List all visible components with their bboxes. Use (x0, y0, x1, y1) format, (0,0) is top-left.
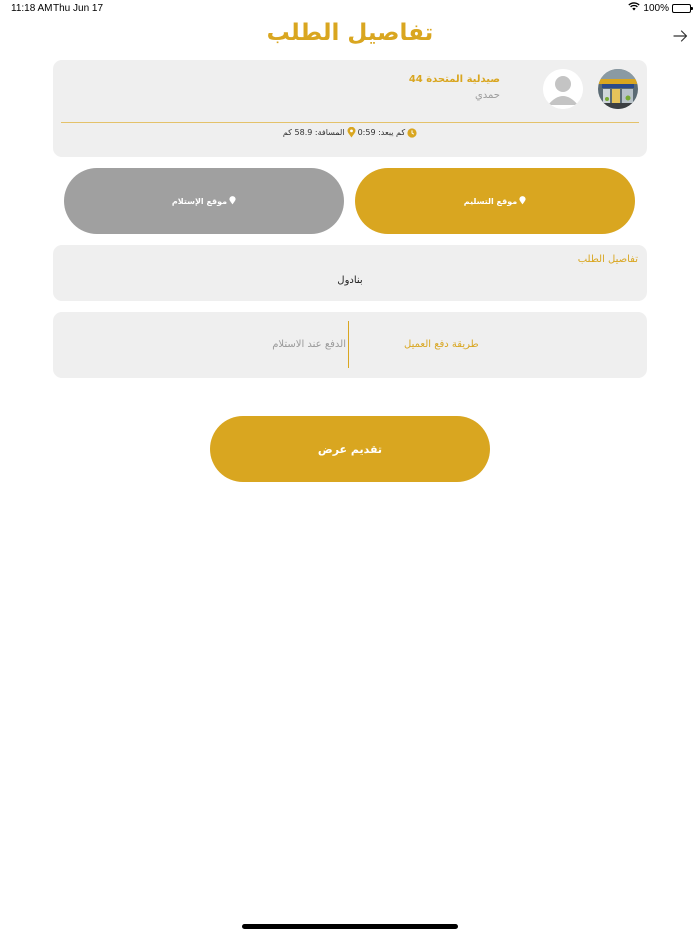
pickup-location-button[interactable] (64, 168, 344, 234)
payment-divider (348, 321, 349, 368)
payment-method-value: الدفع عند الاستلام (272, 339, 346, 350)
page-title: تفاصيل الطلب (266, 20, 434, 46)
home-indicator (242, 924, 458, 929)
delivery-location-button[interactable] (355, 168, 635, 234)
status-date: Thu Jun 17 (53, 3, 104, 14)
delivery-location-label: موقع التسليم (463, 196, 518, 206)
store-avatar (598, 69, 638, 109)
user-name: حمدي (474, 90, 500, 101)
battery-icon (672, 4, 691, 13)
order-details-title: تفاصيل الطلب (577, 254, 638, 265)
order-details-text: بنادول (337, 275, 363, 286)
card-divider (61, 122, 639, 123)
status-time: 11:18 AM (11, 3, 53, 14)
submit-offer-button[interactable]: تقديم عرض (210, 416, 490, 482)
location-pin-icon (347, 127, 356, 138)
pickup-location-label: موقع الإستلام (171, 196, 228, 206)
payment-method-card (53, 312, 647, 378)
distance-row (53, 127, 647, 138)
time-label: كم يبعد: 0:59 (357, 128, 406, 137)
status-indicators (628, 2, 691, 14)
store-name: صيدلية المتحدة 44 (408, 74, 500, 85)
battery-percent: 100% (643, 2, 669, 14)
location-pin-icon (229, 196, 236, 207)
clock-icon (407, 128, 417, 138)
order-details-card (53, 245, 647, 301)
distance-label: المسافة: 58.9 كم (282, 128, 345, 137)
payment-method-label: طريقة دفع العميل (404, 339, 479, 350)
wifi-icon (628, 2, 640, 14)
user-avatar (543, 69, 583, 109)
status-bar (0, 0, 700, 18)
location-pin-icon (519, 196, 526, 207)
order-card (53, 60, 647, 157)
